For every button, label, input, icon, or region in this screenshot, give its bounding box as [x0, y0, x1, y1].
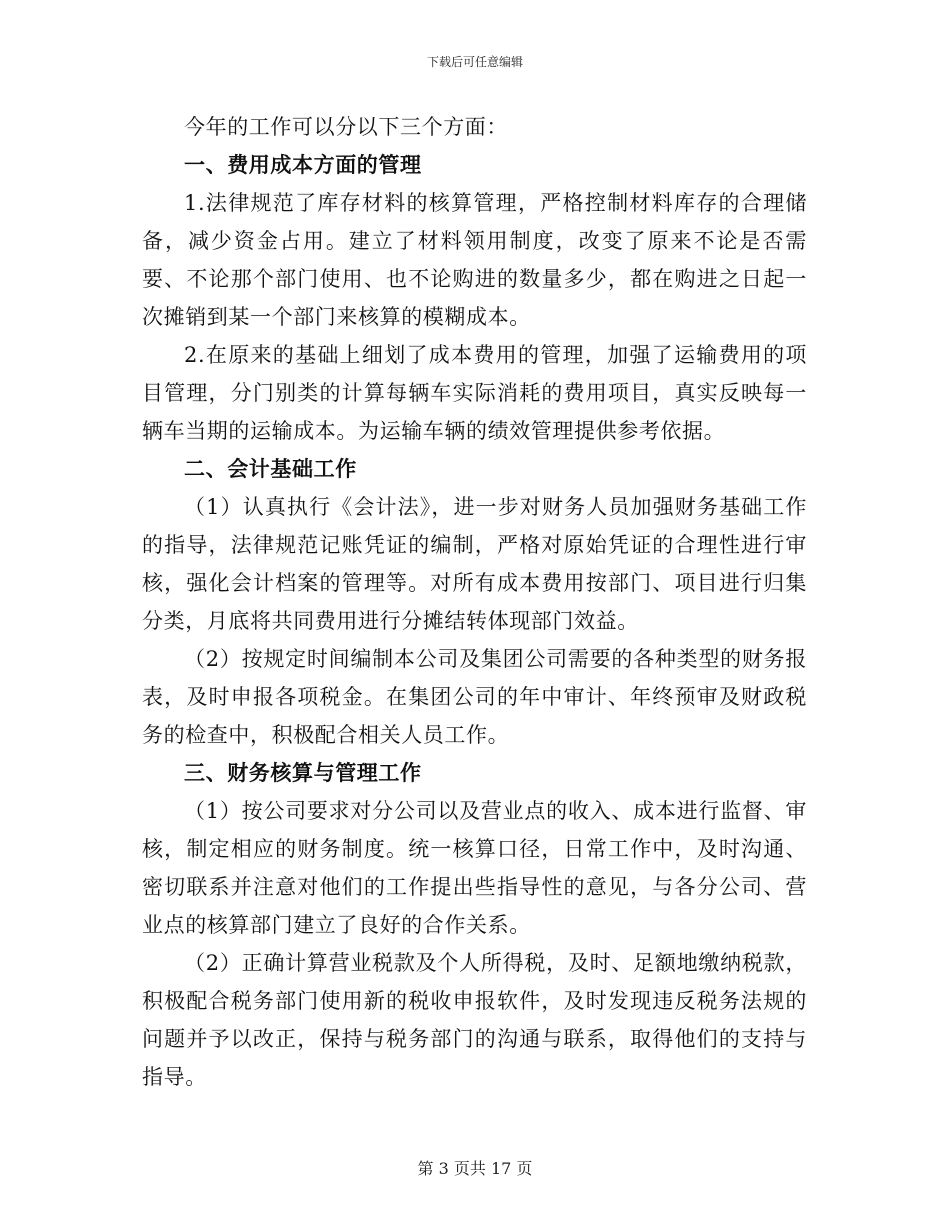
page-header: 下载后可任意编辑: [426, 55, 523, 69]
section2-paragraph-1: （1）认真执行《会计法》，进一步对财务人员加强财务基础工作的指导，法律规范记账凭证的编制，严格对原始凭证的合理性进行审核，强化会计档案的管理等。对所有成本费用按部门、项目进行归集分类，月底将共同费用进行分摊结转体现部门效益。: [142, 495, 807, 633]
document-body: [142, 108, 807, 1096]
section-heading-1: 一、费用成本方面的管理: [184, 152, 422, 177]
page-number: 第 3 页共 17 页: [417, 1159, 533, 1178]
section1-paragraph-1: 1.法律规范了库存材料的核算管理，严格控制材料库存的合理储备，减少资金占用。建立了材料领用制度，改变了原来不论是否需要、不论那个部门使用、也不论购进的数量多少，都在购进之日起一次摊销到某一个部门来核算的模糊成本。: [142, 191, 807, 329]
section-heading-3: 三、财务核算与管理工作: [184, 760, 422, 785]
section1-paragraph-2: 2.在原来的基础上细划了成本费用的管理，加强了运输费用的项目管理，分门别类的计算每辆车实际消耗的费用项目，真实反映每一辆车当期的运输成本。为运输车辆的绩效管理提供参考依据。: [142, 343, 807, 443]
section2-paragraph-2: （2）按规定时间编制本公司及集团公司需要的各种类型的财务报表，及时申报各项税金。在集团公司的年中审计、年终预审及财政税务的检查中，积极配合相关人员工作。: [142, 647, 807, 747]
section-heading-2: 二、会计基础工作: [184, 456, 357, 481]
section3-paragraph-1: （1）按公司要求对分公司以及营业点的收入、成本进行监督、审核，制定相应的财务制度。统一核算口径，日常工作中，及时沟通、密切联系并注意对他们的工作提出些指导性的意见，与各分公司、营业点的核算部门建立了良好的合作关系。: [142, 799, 807, 937]
section3-paragraph-2: （2）正确计算营业税款及个人所得税，及时、足额地缴纳税款，积极配合税务部门使用新的税收申报软件，及时发现违反税务法规的问题并予以改正，保持与税务部门的沟通与联系，取得他们的支持与指导。: [142, 951, 807, 1089]
intro-paragraph: 今年的工作可以分以下三个方面：: [184, 115, 508, 139]
